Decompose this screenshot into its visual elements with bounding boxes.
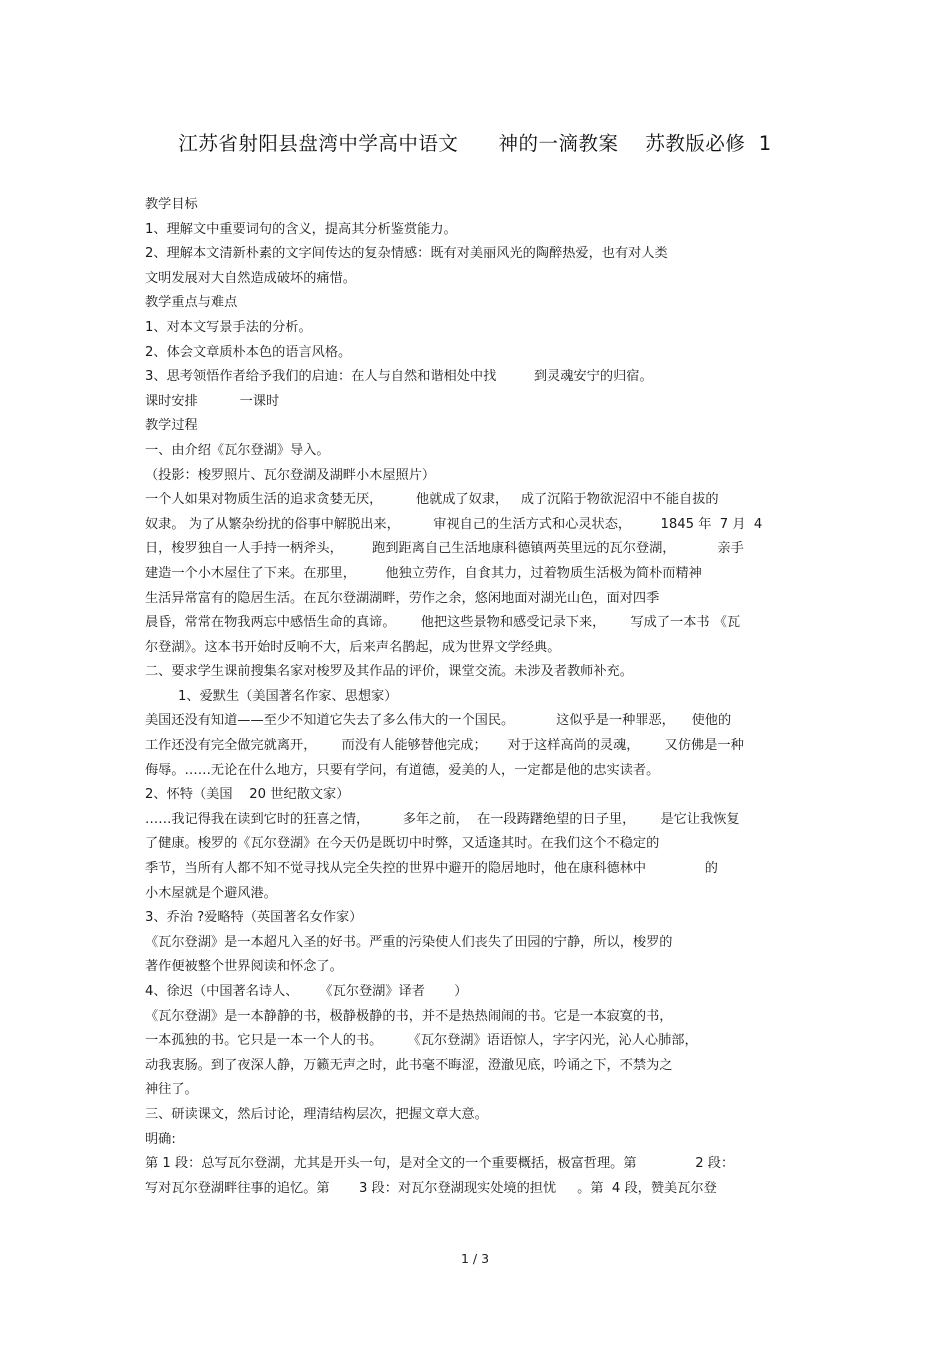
heading-process: 教学过程 xyxy=(145,418,198,434)
text-line: 建造一个小木屋住了下来。在那里， 他独立劳作，自食其力，过着物质生活极为简朴而精神 xyxy=(145,565,702,581)
text-line: ……我记得我在读到它时的狂喜之情， 多年之前， 在一段踌躇绝望的日子里， 是它让我恢复 xyxy=(145,811,740,827)
text-line: （投影：梭罗照片、瓦尔登湖及湖畔小木屋照片） xyxy=(145,467,436,483)
page-number: 1 / 3 xyxy=(460,1251,490,1266)
text-line: 2、理解本文清新朴素的文字间传达的复杂情感：既有对美丽风光的陶醉热爱，也有对人类 xyxy=(145,246,668,262)
text-line: 2、体会文章质朴本色的语言风格。 xyxy=(145,344,352,360)
heading-objectives: 教学目标 xyxy=(145,197,198,212)
text-line: 1、爱默生（美国著名作家、思想家） xyxy=(178,688,398,704)
text-line: 一本孤独的书。它只是一本一个人的书。 《瓦尔登湖》语语惊人，字字闪光，沁人心肺部， xyxy=(145,1033,698,1049)
text-line: 生活异常富有的隐居生活。在瓦尔登湖湖畔，劳作之余，悠闲地面对湖光山色，面对四季 xyxy=(145,590,660,606)
text-line: 文明发展对大自然造成破坏的痛惜。 xyxy=(145,270,356,286)
text-line: 写对瓦尔登湖畔往事的追忆。第 3 段：对瓦尔登湖现实处境的担忧 。第 4 段，赞美瓦尔登 xyxy=(145,1180,717,1196)
text-line: 一、由介绍《瓦尔登湖》导入。 xyxy=(145,442,330,458)
text-line: 日，梭罗独自一人手持一柄斧头， 跑到距离自己生活地康科德镇两英里远的瓦尔登湖， 亲手 xyxy=(145,541,744,557)
text-line: 小木屋就是个避风港。 xyxy=(145,885,277,901)
text-line: 2、怀特（美国 20 世纪散文家） xyxy=(145,787,350,803)
text-line: 1、对本文写景手法的分析。 xyxy=(145,319,312,335)
text-line: 第 1 段：总写瓦尔登湖，尤其是开头一句，是对全文的一个重要概括，极富哲理。第 2 段： xyxy=(145,1156,735,1172)
text-line: 一个人如果对物质生活的追求贪婪无厌， 他就成了奴隶， 成了沉陷于物欲泥沼中不能自拔的 xyxy=(145,492,719,508)
text-line: 了健康。梭罗的《瓦尔登湖》在今天仍是既切中时弊，又适逢其时。在我们这个不稳定的 xyxy=(145,836,660,852)
text-line: 课时安排 一课时 xyxy=(145,393,280,409)
text-line: 二、要求学生课前搜集名家对梭罗及其作品的评价，课堂交流。未涉及者教师补充。 xyxy=(145,664,633,680)
text-line: 美国还没有知道——至少不知道它失去了多么伟大的一个国民。 这似乎是一种罪恶， 使他的 xyxy=(145,713,732,729)
text-line: 三、研读课文，然后讨论，理清结构层次，把握文章大意。 xyxy=(145,1106,488,1122)
text-line: 明确: xyxy=(145,1131,176,1147)
text-line: 著作便被整个世界阅读和怀念了。 xyxy=(145,959,343,975)
text-line: 神往了。 xyxy=(145,1082,198,1098)
text-line: 奴隶。 为了从繁杂纷扰的俗事中解脱出来， 审视自己的生活方式和心灵状态， 1845 年 7 月 4 xyxy=(145,516,763,532)
text-line: 1、理解文中重要词句的含义，提高其分析鉴赏能力。 xyxy=(145,221,457,237)
text-line: 侮辱。……无论在什么地方，只要有学问，有道德，爱美的人，一定都是他的忠实读者。 xyxy=(145,762,660,778)
text-line: 尔登湖》。这本书开始时反响不大，后来声名鹊起，成为世界文学经典。 xyxy=(145,639,561,655)
text-line: 《瓦尔登湖》是一本超凡入圣的好书。严重的污染使人们丧失了田园的宁静，所以，梭罗的 xyxy=(145,934,673,950)
text-line: 晨昏，常常在物我两忘中感悟生命的真谛。 他把这些景物和感受记录下来， 写成了一本书 《瓦 xyxy=(145,615,741,631)
text-line: 4、徐迟（中国著名诗人、 《瓦尔登湖》译者 ） xyxy=(145,984,468,999)
text-line: 3、思考领悟作者给予我们的启迪：在人与自然和谐相处中找 到灵魂安宁的归宿。 xyxy=(145,369,653,385)
document-title: 江苏省射阳县盘湾中学高中语文 神的一滴教案 苏教版必修 1 xyxy=(178,132,772,155)
text-line: 动我衷肠。到了夜深人静，万籁无声之时，此书毫不晦涩，澄澈见底，吟诵之下，不禁为之 xyxy=(145,1057,673,1073)
document-body xyxy=(145,193,810,1201)
text-line: 3、乔治 ?爱略特（英国著名女作家） xyxy=(145,910,363,926)
text-line: 工作还没有完全做完就离开， 而没有人能够替他完成； 对于这样高尚的灵魂， 又仿佛是一种 xyxy=(145,738,744,754)
heading-key-points: 教学重点与难点 xyxy=(145,295,238,311)
text-line: 《瓦尔登湖》是一本静静的书，极静极静的书，并不是热热闹闹的书。它是一本寂寞的书， xyxy=(145,1008,673,1024)
text-line: 季节，当所有人都不知不觉寻找从完全失控的世界中避开的隐居地时，他在康科德林中 的 xyxy=(145,861,718,877)
